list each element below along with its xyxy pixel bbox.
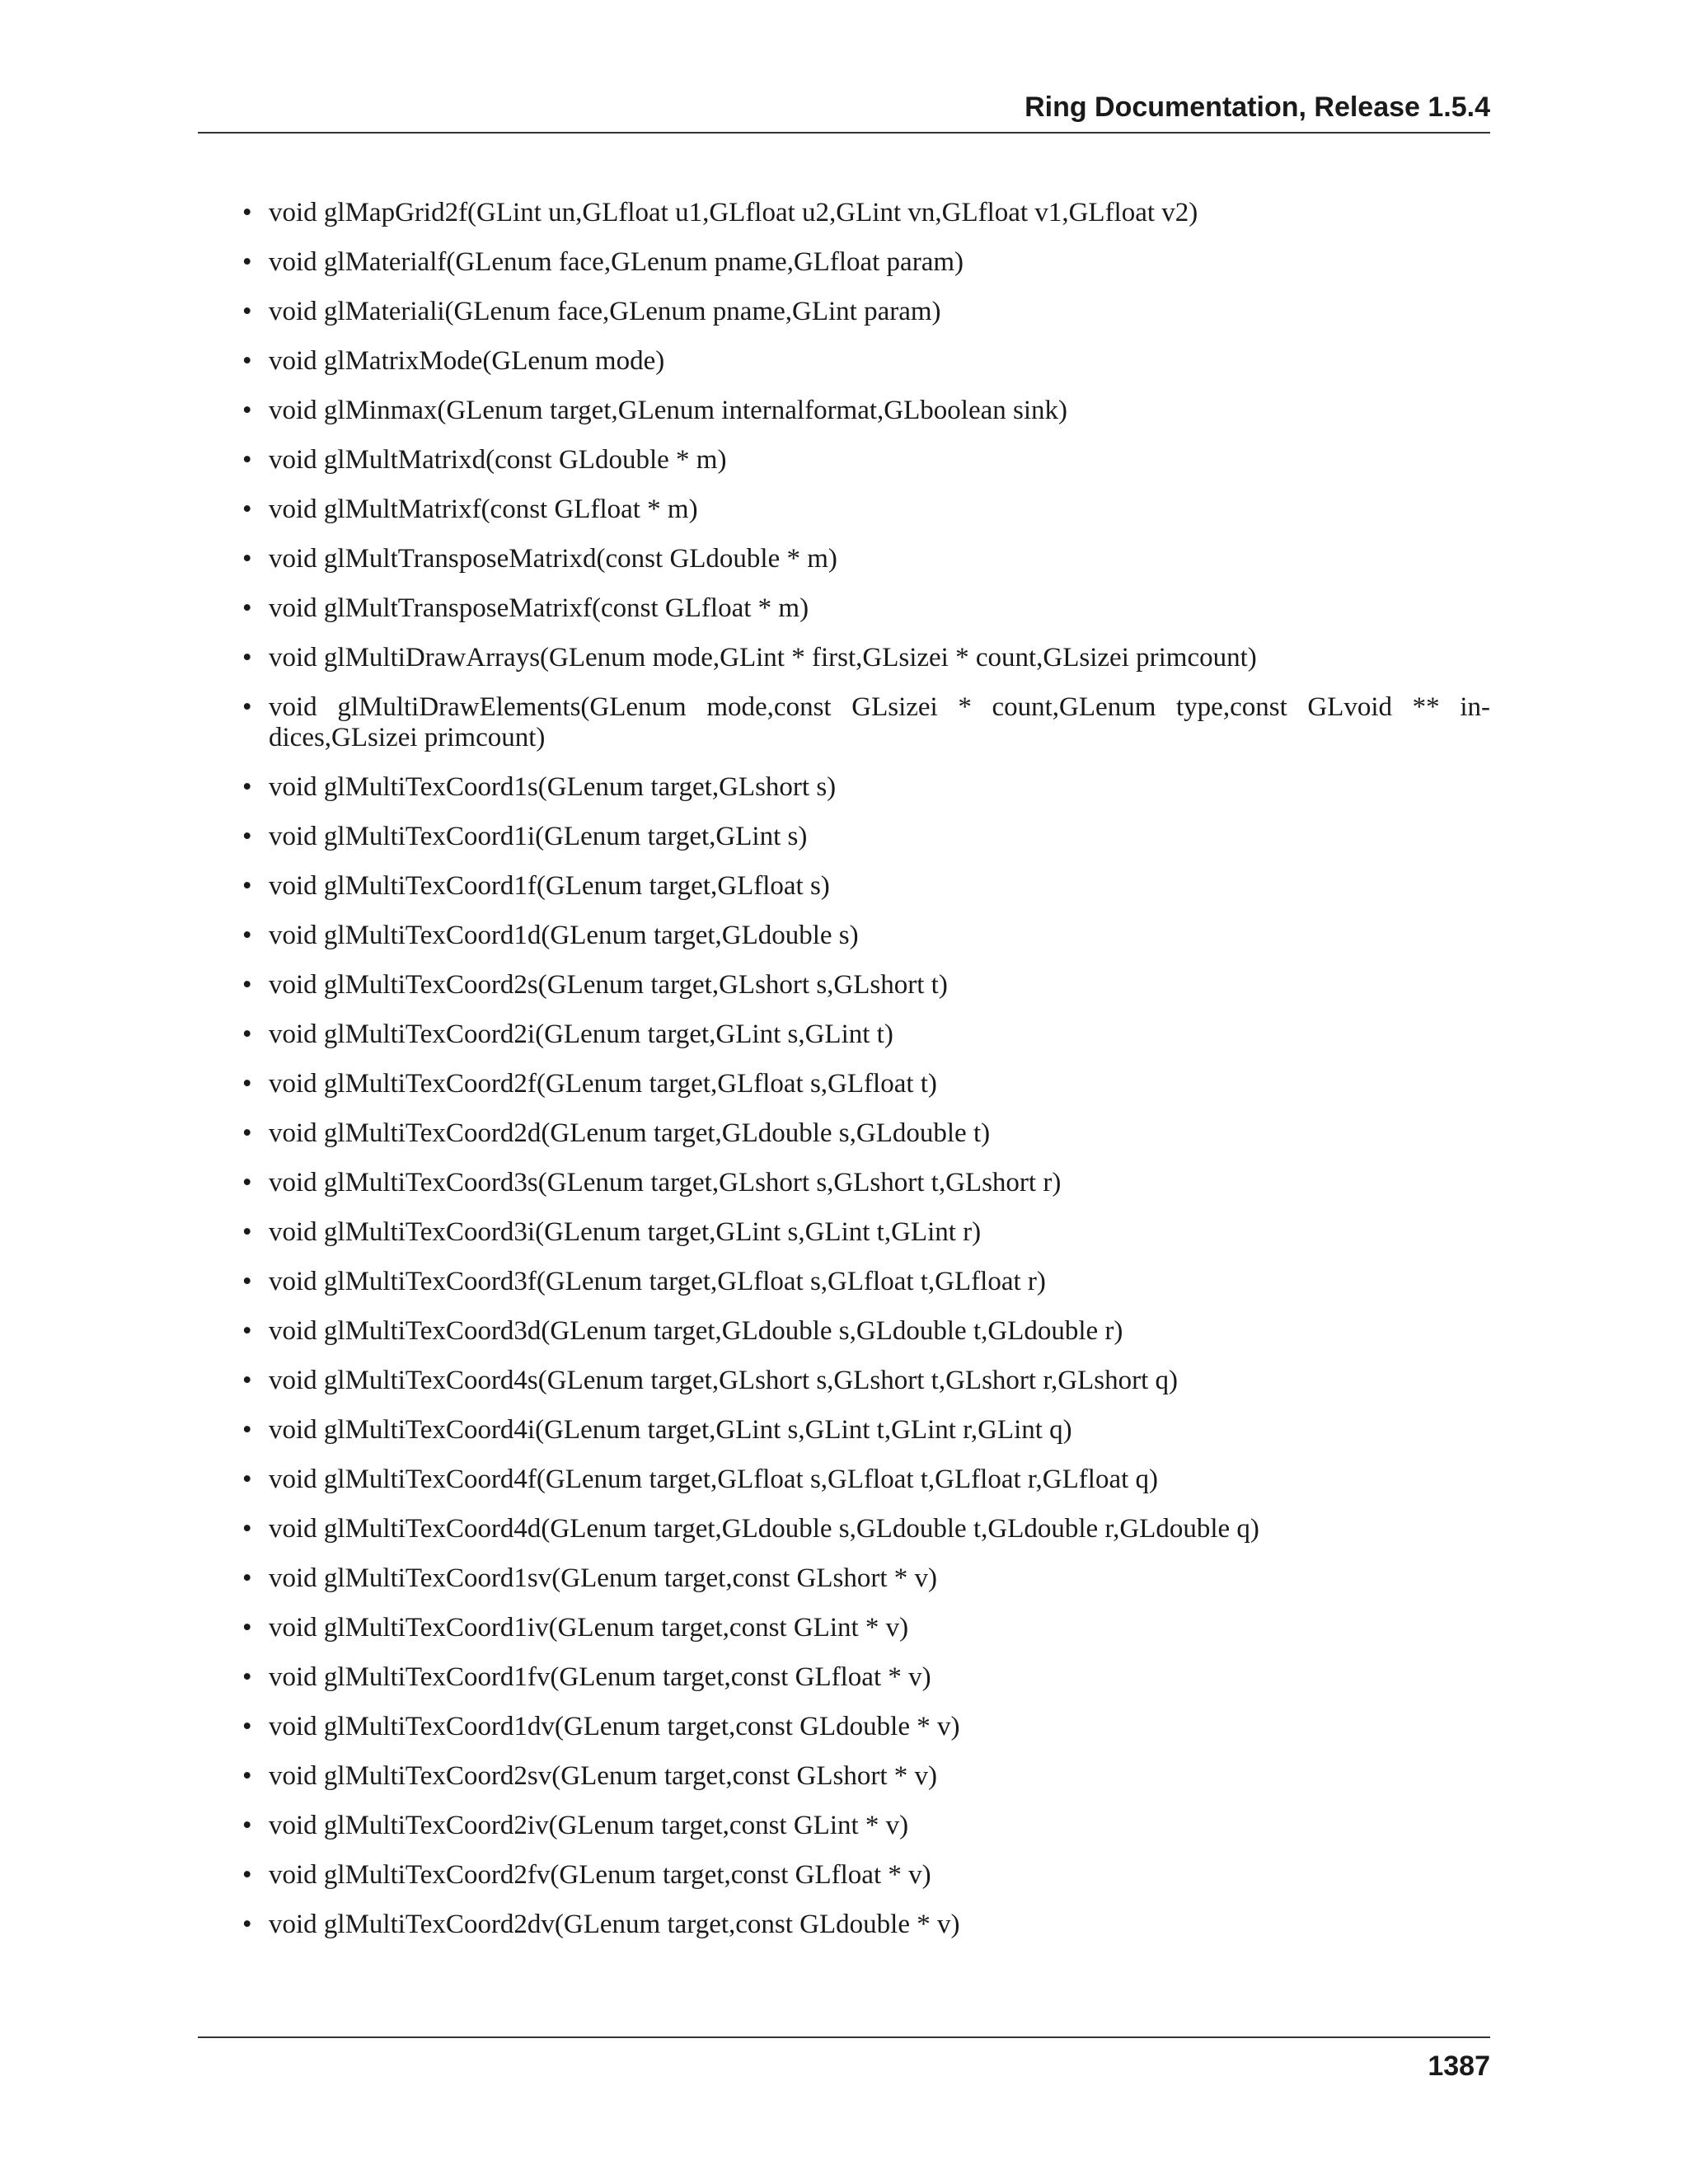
list-item: • void glMultMatrixd(const GLdouble * m): [242, 445, 1490, 476]
list-item: • void glMultiTexCoord1f(GLenum target,GLfloat s): [242, 871, 1490, 902]
list-item: • void glMatrixMode(GLenum mode): [242, 346, 1490, 377]
list-item: • void glMultiTexCoord2i(GLenum target,GLint s,GLint t): [242, 1019, 1490, 1050]
page-footer: [198, 2036, 1490, 2083]
list-item: • void glMapGrid2f(GLint un,GLfloat u1,GLfloat u2,GLint vn,GLfloat v1,GLfloat v2): [242, 198, 1490, 228]
list-item: • void glMultiTexCoord2d(GLenum target,GLdouble s,GLdouble t): [242, 1118, 1490, 1149]
document-title: Ring Documentation, Release 1.5.4: [1025, 91, 1490, 123]
list-item: • void glMinmax(GLenum target,GLenum internalformat,GLboolean sink): [242, 396, 1490, 426]
list-item: • void glMultiTexCoord1dv(GLenum target,const GLdouble * v): [242, 1712, 1490, 1742]
list-item: • void glMultTransposeMatrixd(const GLdouble * m): [242, 544, 1490, 574]
list-item: • void glMultiTexCoord2dv(GLenum target,const GLdouble * v): [242, 1910, 1490, 1940]
list-item: • void glMultiDrawArrays(GLenum mode,GLint * first,GLsizei * count,GLsizei primcount): [242, 643, 1490, 673]
list-item: • void glMaterialf(GLenum face,GLenum pname,GLfloat param): [242, 247, 1490, 278]
page-header: [198, 91, 1490, 134]
list-item: • void glMultiTexCoord2sv(GLenum target,const GLshort * v): [242, 1761, 1490, 1792]
list-item: • void glMultiTexCoord1fv(GLenum target,const GLfloat * v): [242, 1662, 1490, 1693]
list-item: • void glMultiTexCoord4d(GLenum target,GLdouble s,GLdouble t,GLdouble r,GLdouble q): [242, 1514, 1490, 1544]
list-item: • void glMultiTexCoord1sv(GLenum target,const GLshort * v): [242, 1563, 1490, 1594]
list-item: • void glMultiTexCoord4s(GLenum target,GLshort s,GLshort t,GLshort r,GLshort q): [242, 1366, 1490, 1396]
list-item: • void glMultiTexCoord1s(GLenum target,GLshort s): [242, 772, 1490, 803]
list-item: • void glMultiTexCoord3i(GLenum target,GLint s,GLint t,GLint r): [242, 1217, 1490, 1248]
function-list: [242, 198, 1490, 1959]
list-item: • void glMultiTexCoord2f(GLenum target,GLfloat s,GLfloat t): [242, 1069, 1490, 1099]
list-item: • void glMultiTexCoord2iv(GLenum target,const GLint * v): [242, 1811, 1490, 1841]
list-item: • void glMultiTexCoord1iv(GLenum target,const GLint * v): [242, 1613, 1490, 1643]
list-item: • void glMultiTexCoord3f(GLenum target,GLfloat s,GLfloat t,GLfloat r): [242, 1267, 1490, 1297]
list-item: • void glMultiTexCoord3d(GLenum target,GLdouble s,GLdouble t,GLdouble r): [242, 1316, 1490, 1347]
list-item: • void glMateriali(GLenum face,GLenum pname,GLint param): [242, 297, 1490, 327]
list-item: • void glMultiTexCoord2fv(GLenum target,const GLfloat * v): [242, 1860, 1490, 1891]
list-item: • void glMultiTexCoord4i(GLenum target,GLint s,GLint t,GLint r,GLint q): [242, 1415, 1490, 1446]
list-item: • void glMultiTexCoord2s(GLenum target,GLshort s,GLshort t): [242, 970, 1490, 1001]
list-item: • void glMultMatrixf(const GLfloat * m): [242, 494, 1490, 525]
list-item: • void glMultiTexCoord3s(GLenum target,GLshort s,GLshort t,GLshort r): [242, 1168, 1490, 1198]
list-item: • void glMultiTexCoord1d(GLenum target,GLdouble s): [242, 921, 1490, 951]
page-number: 1387: [1428, 2050, 1490, 2082]
list-item: • void glMultiTexCoord1i(GLenum target,GLint s): [242, 822, 1490, 852]
list-item: • void glMultTransposeMatrixf(const GLfloat * m): [242, 593, 1490, 624]
list-item: • void glMultiDrawElements(GLenum mode,const GLsizei * count,GLenum type,const GLvoid ** indices,GLsizei primcount): [242, 692, 1490, 753]
list-item: • void glMultiTexCoord4f(GLenum target,GLfloat s,GLfloat t,GLfloat r,GLfloat q): [242, 1465, 1490, 1495]
